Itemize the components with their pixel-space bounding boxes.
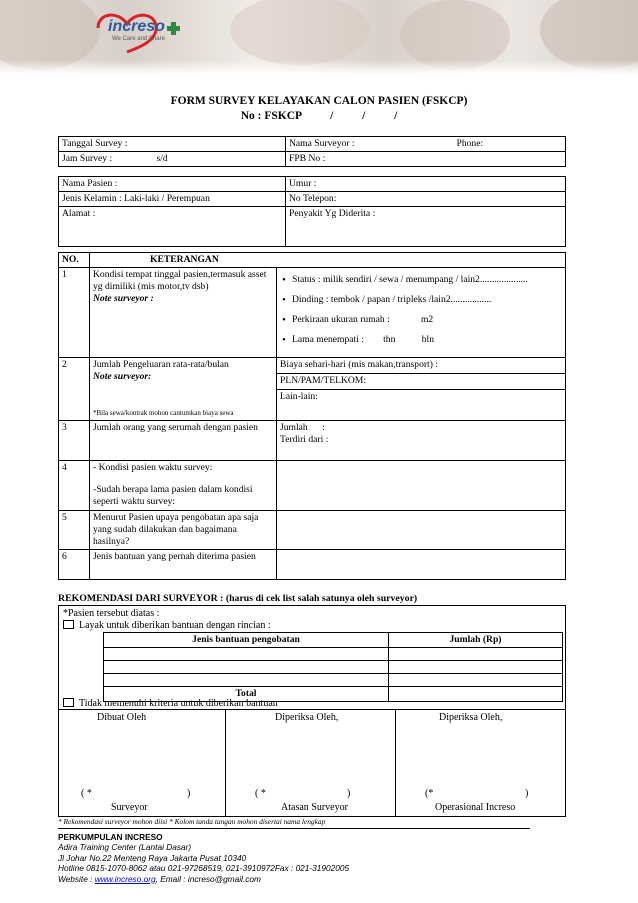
medical-cross-icon [167, 22, 180, 35]
row1-no: 1 [59, 268, 90, 358]
row1-bullets-cell[interactable] [277, 268, 566, 358]
rekomendasi-intro: *Pasien tersebut diatas : [63, 608, 160, 619]
sig1-paren-close: ) [187, 788, 191, 799]
nama-pasien-cell[interactable]: Nama Pasien : [59, 177, 286, 192]
bantuan-row[interactable] [104, 648, 389, 661]
row3-no: 3 [59, 421, 90, 461]
row5-answer-cell[interactable] [277, 511, 566, 550]
signature-grid [59, 709, 565, 817]
logo-text: increso [108, 18, 165, 35]
row1-bullet-status: • Status : milik sendiri / sewa / menumpang / lain2.................... [280, 274, 562, 286]
row1-note: Note surveyor : [93, 293, 154, 304]
row2-pln-cell[interactable]: PLN/PAM/TELKOM: [277, 373, 566, 389]
alamat-cell[interactable]: Alamat : [59, 207, 286, 247]
bantuan-row[interactable] [104, 661, 389, 674]
umur-cell[interactable]: Umur : [286, 177, 566, 192]
row3-desc: Jumlah orang yang serumah dengan pasien [90, 421, 277, 461]
rekomendasi-title: REKOMENDASI DARI SURVEYOR : (harus di cek list salah satunya oleh surveyor) [58, 593, 418, 604]
logo-tagline: We Care and Share [112, 36, 165, 42]
row4-no: 4 [59, 461, 90, 511]
layak-option[interactable] [61, 620, 271, 631]
patient-info-table [58, 176, 566, 247]
sig2-paren-open: ( * [255, 788, 266, 799]
jenis-kelamin-cell[interactable]: Jenis Kelamin : Laki-laki / Perempuan [59, 192, 286, 207]
sig3-role: Operasional Increso [435, 802, 516, 813]
col-jenis-bantuan: Jenis bantuan pengobatan [104, 633, 389, 648]
jam-sd-label: s/d [156, 153, 168, 164]
footer-website-label: Website : [58, 873, 95, 884]
row2-footnote: *Bila sewa/kontrak mohon cantumkan biaya sewa [93, 409, 234, 417]
bantuan-row[interactable] [104, 674, 389, 687]
jam-survey-label: Jam Survey : [62, 153, 113, 164]
header-banner [0, 0, 638, 74]
row1-bullet-lama: • Lama menempati : thn bln [280, 334, 562, 346]
bantuan-amount[interactable] [389, 674, 563, 687]
sig2-paren-close: ) [347, 788, 351, 799]
row6-answer-cell[interactable] [277, 550, 566, 580]
row5-no: 5 [59, 511, 90, 550]
row2-no: 2 [59, 358, 90, 421]
row1-bullet-dinding: • Dinding : tembok / papan / tripleks /lain2................. [280, 294, 562, 306]
row3-right-cell[interactable] [277, 421, 566, 461]
sig3-heading: Diperiksa Oleh, [439, 712, 503, 723]
sig2-role: Atasan Surveyor [281, 802, 348, 813]
sig1-role: Surveyor [111, 802, 148, 813]
layak-checkbox[interactable] [63, 620, 74, 629]
website-link[interactable]: www.increso.org [94, 873, 156, 884]
sig3-paren-close: ) [525, 788, 529, 799]
row4-desc-cell [90, 461, 277, 511]
tidak-checkbox[interactable] [63, 698, 74, 707]
row2-desc-cell[interactable] [90, 358, 277, 421]
form-number: No : FSKCP / / / [240, 110, 398, 122]
sig1-heading: Dibuat Oleh [97, 712, 147, 723]
sig3-paren-open: (* [425, 788, 434, 799]
tanggal-survey-cell[interactable]: Tanggal Survey : [59, 137, 286, 152]
footer-divider [58, 828, 530, 829]
footer [58, 832, 349, 884]
row2-desc: Jumlah Pengeluaran rata-rata/bulan [93, 359, 229, 370]
rekomendasi-box [58, 605, 566, 817]
survey-info-table [58, 136, 566, 167]
footer-org: PERKUMPULAN INCRESO [58, 832, 163, 842]
sig2-heading: Diperiksa Oleh, [275, 712, 339, 723]
row4-desc: - Kondisi pasien waktu survey: [93, 462, 213, 473]
col-jumlah: Jumlah (Rp) [389, 633, 563, 648]
tidak-label: Tidak memenuhi kriteria untuk diberikan bantuan [79, 698, 278, 709]
head-no: NO. [59, 253, 90, 268]
total-amount[interactable] [389, 687, 563, 702]
row2-lain-cell[interactable]: Lain-lain: [277, 389, 566, 421]
bantuan-amount[interactable] [389, 648, 563, 661]
footer-web-line [58, 874, 349, 884]
penyakit-cell[interactable]: Penyakit Yg Diderita : [286, 207, 566, 247]
footer-hotline: Hotline 0815-1070-8062 atau 021-97268519, 021-3910972Fax : 021-31902005 [58, 863, 350, 874]
nama-surveyor-cell[interactable] [286, 137, 566, 152]
row3-jumlah: Jumlah : [280, 422, 325, 433]
fpb-no-cell[interactable]: FPB No : [286, 152, 566, 167]
row5-desc: Menurut Pasien upaya pengobatan apa saja yang sudah dilakukan dan bagaimana hasilnya? [90, 511, 277, 550]
nama-surveyor-label: Nama Surveyor : [289, 138, 355, 149]
row1-desc: Kondisi tempat tinggal pasien,termasuk asset yg dimiliki (mis motor,tv dsb) [93, 269, 267, 292]
sig1-paren-open: ( * [81, 788, 92, 799]
rekomendasi-note: * Rekomendasi surveyor mohon diisi * Kolom tanda tangan mohon disertai nama lengkap [58, 817, 326, 826]
row2-biaya-cell[interactable]: Biaya sehari-hari (mis makan,transport) : [277, 358, 566, 374]
bantuan-amount[interactable] [389, 661, 563, 674]
telepon-cell[interactable]: No Telepon: [286, 192, 566, 207]
head-keterangan: KETERANGAN [90, 253, 566, 268]
form-title: FORM SURVEY KELAYAKAN CALON PASIEN (FSKCP) [170, 95, 468, 107]
row1-desc-cell[interactable] [90, 268, 277, 358]
layak-label: Layak untuk diberikan bantuan dengan rincian : [79, 620, 271, 631]
row2-note: Note surveyor: [93, 371, 152, 382]
footer-building: Adira Training Center (Lantai Dasar) [58, 842, 192, 853]
row6-desc: Jenis bantuan yang pernah diterima pasien [90, 550, 277, 580]
footer-email: , Email : increso@gmail.com [155, 873, 261, 884]
total-label: Total [104, 687, 389, 702]
row3-terdiri: Terdiri dari : [280, 434, 329, 445]
bantuan-table [103, 632, 563, 702]
row6-no: 6 [59, 550, 90, 580]
tidak-option[interactable] [61, 698, 278, 709]
keterangan-table [58, 252, 566, 580]
row1-bullet-ukuran: • Perkiraan ukuran rumah : m2 [280, 314, 562, 326]
phone-label: Phone: [456, 138, 484, 149]
jam-survey-cell[interactable] [59, 152, 286, 167]
row4-desc2: -Sudah berapa lama pasien dalam kondisi seperti waktu survey: [93, 484, 253, 507]
footer-address: Jl Johar No.22 Menteng Raya Jakarta Pusat 10340 [58, 852, 247, 863]
row4-answer-cell[interactable] [277, 461, 566, 511]
